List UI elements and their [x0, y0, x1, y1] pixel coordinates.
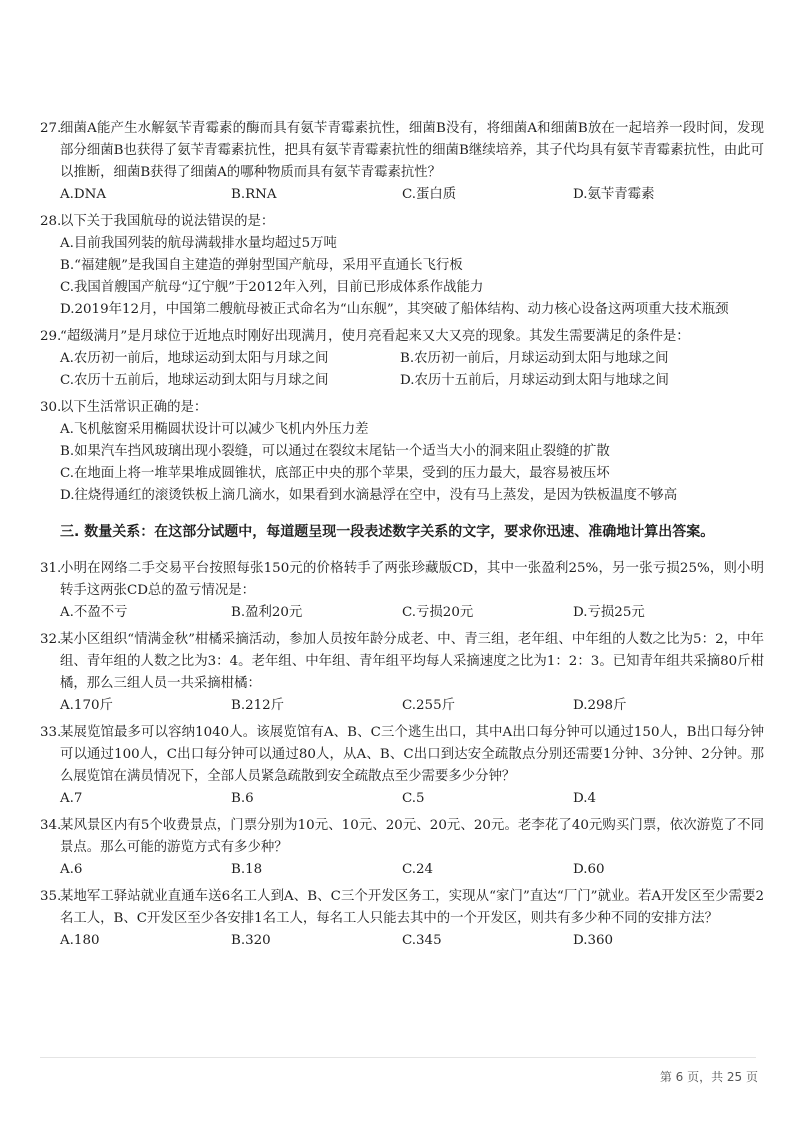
question-29 — [40, 326, 764, 392]
option-d: D.2019年12月，中国第二艘航母被正式命名为“山东舰”，其突破了船体结构、动力核心设备这两项重大技术瓶颈 — [60, 302, 729, 317]
question-stem: “超级满月”是月球位于近地点时刚好出现满月，使月亮看起来又大又亮的现象。其发生需要满足的条件是： — [60, 329, 690, 344]
option-c: C.在地面上将一堆苹果堆成圆锥状，底部正中央的那个苹果，受到的压力最大，最容易被压坏 — [60, 466, 610, 481]
option-d: D.往烧得通红的滚烫铁板上滴几滴水，如果看到水滴悬浮在空中，没有马上蒸发，是因为铁板温度不够高 — [60, 488, 678, 503]
question-number: 27. — [40, 121, 62, 136]
option-b: B.320 — [231, 933, 271, 948]
option-d: D.亏损25元 — [573, 605, 645, 620]
question-number: 34. — [40, 818, 62, 833]
option-c: C.255斤 — [402, 698, 455, 713]
option-d: D.60 — [573, 862, 605, 877]
question-number: 32. — [40, 632, 62, 647]
option-d: D.农历十五前后，月球运动到太阳与地球之间 — [400, 373, 669, 388]
option-a: A.目前我国列装的航母满载排水量均超过5万吨 — [60, 236, 337, 251]
option-d: D.氨苄青霉素 — [573, 187, 655, 202]
question-34 — [40, 815, 764, 881]
question-number: 29. — [40, 329, 62, 344]
question-30 — [40, 397, 764, 507]
question-number: 35. — [40, 889, 62, 904]
option-b: B.18 — [231, 862, 263, 877]
option-b: B.6 — [231, 791, 254, 806]
page-number: 第 6 页，共 25 页 — [659, 1070, 758, 1084]
question-number: 31. — [40, 561, 62, 576]
question-28 — [40, 211, 764, 321]
option-d: D.4 — [573, 791, 597, 806]
option-a: A.170斤 — [60, 698, 113, 713]
question-number: 28. — [40, 214, 62, 229]
option-c: C.5 — [402, 791, 425, 806]
exam-page — [40, 118, 764, 957]
option-c: C.蛋白质 — [402, 187, 457, 202]
question-stem: 以下关于我国航母的说法错误的是： — [60, 214, 275, 229]
footer-divider — [40, 1057, 756, 1058]
question-33 — [40, 722, 764, 810]
option-d: D.360 — [573, 933, 614, 948]
option-d: D.298斤 — [573, 698, 627, 713]
option-c: C.我国首艘国产航母“辽宁舰”于2012年入列，目前已形成体系作战能力 — [60, 280, 484, 295]
question-number: 30. — [40, 400, 62, 415]
question-stem: 某小区组织“情满金秋”柑橘采摘活动，参加人员按年龄分成老、中、青三组，老年组、中年组的人数之比为5：2，中年组、青年组的人数之比为3：4。老年组、中年组、青年组平均每人采摘速度之比为1：2：3。已知青年组共采摘80斤柑橘，那么三组人员一共采摘柑橘： — [60, 632, 764, 691]
option-a: A.7 — [60, 791, 83, 806]
question-35 — [40, 886, 764, 952]
question-stem: 某地军工驿站就业直通车送6名工人到A、B、C三个开发区务工，实现从“家门”直达“厂门”就业。若A开发区至少需要2名工人，B、C开发区至少各安排1名工人，每名工人只能去其中的一个开发区，则共有多少种不同的安排方法？ — [60, 889, 764, 926]
question-stem: 细菌A能产生水解氨苄青霉素的酶而具有氨苄青霉素抗性，细菌B没有，将细菌A和细菌B放在一起培养一段时间，发现部分细菌B也获得了氨苄青霉素抗性，把具有氨苄青霉素抗性的细菌B继续培养，其子代均具有氨苄青霉素抗性，由此可以推断，细菌B获得了细菌A的哪种物质而具有氨苄青霉素抗性？ — [60, 121, 764, 180]
option-a: A.飞机舷窗采用椭圆状设计可以减少飞机内外压力差 — [60, 422, 369, 437]
question-number: 33. — [40, 725, 62, 740]
option-c: C.345 — [402, 933, 442, 948]
option-a: A.不盈不亏 — [60, 605, 128, 620]
question-stem: 以下生活常识正确的是： — [60, 400, 208, 415]
section-heading: 三. 数量关系：在这部分试题中，每道题呈现一段表述数字关系的文字，要求你迅速、准确地计算出答案。 — [60, 524, 715, 540]
option-b: B.RNA — [231, 187, 277, 202]
question-31 — [40, 558, 764, 624]
option-b: B.如果汽车挡风玻璃出现小裂缝，可以通过在裂纹末尾钻一个适当大小的洞来阻止裂缝的扩散 — [60, 444, 610, 459]
option-a: A.农历初一前后，地球运动到太阳与月球之间 — [60, 351, 329, 366]
question-32 — [40, 629, 764, 717]
option-b: B.212斤 — [231, 698, 285, 713]
option-b: B.“福建舰”是我国自主建造的弹射型国产航母，采用平直通长飞行板 — [60, 258, 463, 273]
option-a: A.180 — [60, 933, 100, 948]
option-b: B.农历初一前后，月球运动到太阳与地球之间 — [400, 351, 669, 366]
option-a: A.6 — [60, 862, 83, 877]
question-stem: 小明在网络二手交易平台按照每张150元的价格转手了两张珍藏版CD，其中一张盈利25%，另一张亏损25%，则小明转手这两张CD总的盈亏情况是： — [60, 561, 764, 598]
option-c: C.亏损20元 — [402, 605, 474, 620]
option-b: B.盈利20元 — [231, 605, 303, 620]
question-27 — [40, 118, 764, 206]
option-c: C.24 — [402, 862, 434, 877]
option-a: A.DNA — [60, 187, 107, 202]
option-c: C.农历十五前后，地球运动到太阳与月球之间 — [60, 373, 329, 388]
question-stem: 某展览馆最多可以容纳1040人。该展览馆有A、B、C三个逃生出口，其中A出口每分钟可以通过150人，B出口每分钟可以通过100人，C出口每分钟可以通过80人，从A、B、C出口到达安全疏散点分别还需要1分钟、3分钟、2分钟。那么展览馆在满员情况下，全部人员紧急疏散到安全疏散点至少需要多少分钟？ — [60, 725, 764, 784]
question-stem: 某风景区内有5个收费景点，门票分别为10元、10元、20元、20元、20元。老李花了40元购买门票，依次游览了不同景点。那么可能的游览方式有多少种？ — [60, 818, 764, 855]
